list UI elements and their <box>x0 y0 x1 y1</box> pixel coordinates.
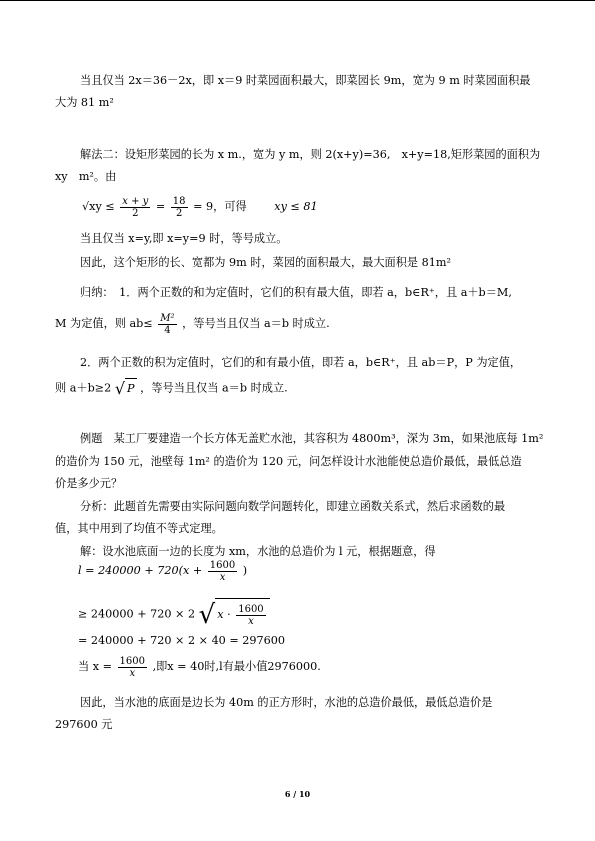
formula-line <box>78 598 270 631</box>
radical-sign: √ <box>198 599 216 630</box>
radicand <box>215 598 269 631</box>
text-line: 解法二：设矩形菜园的长为 x m.，宽为 y m，则 2(x+y)=36, x+y=18,矩形菜园的面积为 <box>80 148 541 161</box>
fraction <box>208 560 237 583</box>
text-line: 的造价为 150 元，池壁每 1m² 的造价为 120 元，问怎样设计水池能使总造价最低，最低总造 <box>55 455 522 468</box>
fraction-numerator: 18 <box>172 195 186 207</box>
fraction-denominator: x <box>129 667 136 679</box>
formula-text: ，等号当且仅当 a＝b 时成立. <box>140 381 288 395</box>
fraction-numerator: M² <box>160 312 175 324</box>
text-line: 当且仅当 2x＝36－2x，即 x＝9 时菜园面积最大，即菜园长 9m，宽为 9 m 时菜园面积最 <box>80 74 531 87</box>
fraction <box>120 196 150 219</box>
fraction-numerator: x + y <box>122 195 149 207</box>
formula-text: √xy ≤ <box>82 200 115 213</box>
formula-text: x · <box>217 608 231 621</box>
fraction <box>171 196 188 219</box>
text-line: 大为 81 m² <box>55 96 114 109</box>
text-line: 当且仅当 x=y,即 x=y=9 时，等号成立。 <box>80 232 288 245</box>
formula-line <box>55 378 288 399</box>
text-line: 解：设水池底面一边的长度为 xm，水池的总造价为 l 元，根据题意，得 <box>80 545 436 558</box>
formula-line <box>78 652 321 682</box>
fraction-denominator: 2 <box>132 207 139 219</box>
formula-text: = <box>155 200 166 213</box>
formula-text: ≥ 240000 + 720 × 2 <box>78 607 196 621</box>
formula-text: 则 a＋b≥2 <box>55 381 112 395</box>
text-line: 值，其中用到了均值不等式定理。 <box>55 522 223 535</box>
fraction <box>118 656 147 679</box>
formula-text: ,即x = 40时,l有最小值2976000. <box>152 660 321 673</box>
text-line: 分析：此题首先需要由实际问题向数学问题转化，即建立函数关系式，然后求函数的最 <box>80 500 506 513</box>
fraction-numerator: 1600 <box>209 559 236 571</box>
page-top-border <box>0 0 595 1</box>
formula-text: ) <box>242 564 248 577</box>
text-line: 例题 某工厂要建造一个长方体无盖贮水池，其容积为 4800m³，深为 3m，如果池底每 1m² <box>80 432 544 445</box>
fraction-denominator: 2 <box>175 207 183 219</box>
fraction-denominator: 4 <box>164 324 171 336</box>
formula-text: = 9，可得 <box>193 200 247 213</box>
page-number: 6 / 10 <box>284 789 311 799</box>
formula-text: ，等号当且仅当 a＝b 时成立. <box>182 317 330 330</box>
text-line: 归纳： 1．两个正数的和为定值时，它们的积有最大值，即若 a，b∈R⁺，且 a＋b＝M, <box>80 286 512 299</box>
text-line: xy m²。由 <box>55 170 117 183</box>
fraction <box>236 604 265 627</box>
fraction-numerator: 1600 <box>119 655 145 667</box>
text-line: 因此，当水池的底面是边长为 40m 的正方形时，水池的总造价最低，最低总造价是 <box>80 696 493 709</box>
fraction-denominator: x <box>219 571 226 583</box>
formula-line <box>78 556 247 586</box>
radical-sign: √ <box>114 378 126 398</box>
formula-line <box>55 310 330 338</box>
formula-line: = 240000 + 720 × 2 × 40 = 297600 <box>78 634 285 647</box>
text-line: 价是多少元？ <box>55 477 123 490</box>
fraction-denominator: x <box>248 615 254 627</box>
square-root <box>199 598 270 631</box>
fraction <box>158 313 176 336</box>
square-root <box>115 378 137 399</box>
text-line: 因此，这个矩形的长、宽都为 9m 时，菜园的面积最大，最大面积是 81m² <box>80 256 451 269</box>
formula-line <box>82 194 318 220</box>
text-line: 297600 元 <box>55 718 113 731</box>
radicand: P <box>125 378 137 399</box>
formula-text: xy ≤ 81 <box>274 200 318 213</box>
fraction-numerator: 1600 <box>238 603 264 615</box>
formula-text: M 为定值，则 ab≤ <box>55 317 153 330</box>
formula-text: l = 240000 + 720(x + <box>78 564 203 577</box>
formula-text: 当 x = <box>78 660 112 673</box>
text-line: 2．两个正数的积为定值时，它们的和有最小值，即若 a，b∈R⁺，且 ab＝P，P 为定值， <box>80 356 522 369</box>
